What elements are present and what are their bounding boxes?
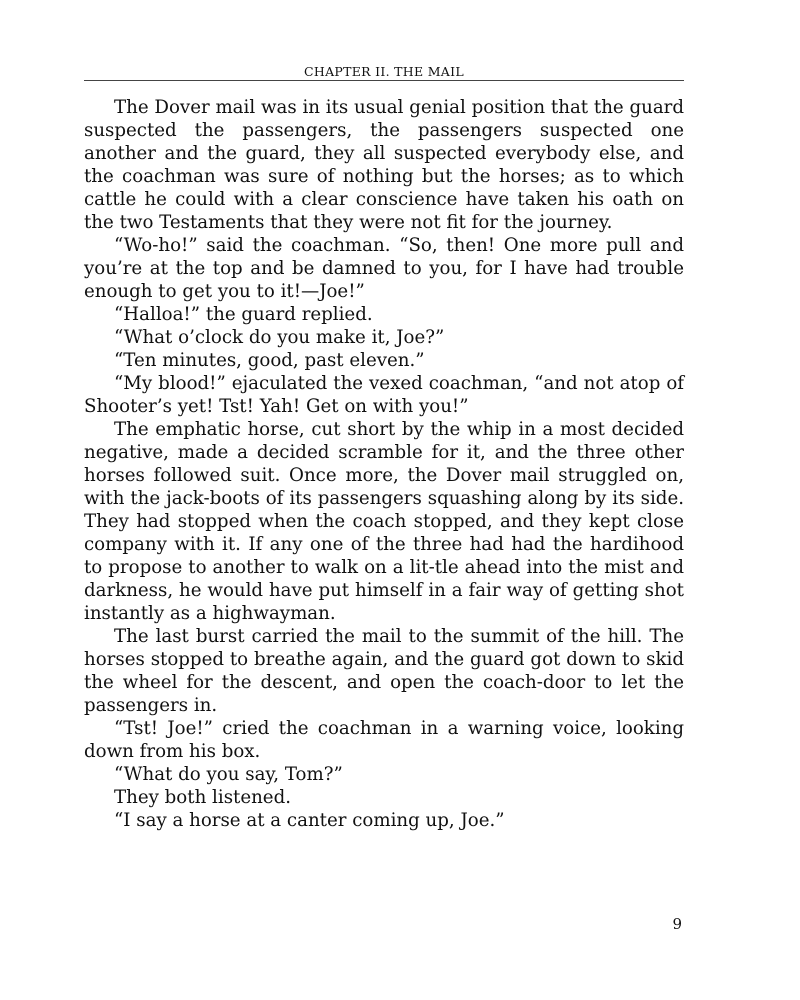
running-head: CHAPTER II. THE MAIL <box>304 64 464 79</box>
paragraph: They both listened. <box>114 787 291 808</box>
paragraph: “I say a horse at a canter coming up, Joe.” <box>114 810 505 831</box>
paragraph: The last burst carried the mail to the summit of the hill. The horses stopped to breathe again, and the guard got down to skid the wheel for the descent, and open the coach-door to let the passengers in. <box>84 626 684 716</box>
book-page <box>84 0 684 1000</box>
header-rule <box>84 80 684 81</box>
paragraph: The emphatic horse, cut short by the whip in a most decided negative, made a decided scramble for it, and the three other horses followed suit. Once more, the Dover mail struggled on, with the jack-boots of its passengers squashing along by its side. They had stopped when the coach stopped, and they kept close company with it. If any one of the three had had the hardihood to propose to another to walk on a lit-tle ahead into the mist and darkness, he would have put himself in a fair way of getting shot instantly as a highwayman. <box>84 419 684 624</box>
paragraph: “Wo-ho!” said the coachman. “So, then! One more pull and you’re at the top and be damned to you, for I have had trouble enough to get you to it!—Joe!” <box>84 235 684 302</box>
paragraph: “My blood!” ejaculated the vexed coachman, “and not atop of Shooter’s yet! Tst! Yah! Get on with you!” <box>84 373 684 417</box>
paragraph: “Ten minutes, good, past eleven.” <box>114 350 425 371</box>
paragraph: “Halloa!” the guard replied. <box>114 304 373 325</box>
paragraph: “What do you say, Tom?” <box>114 764 343 785</box>
paragraph: “Tst! Joe!” cried the coachman in a warning voice, looking down from his box. <box>84 718 684 762</box>
paragraph: “What o’clock do you make it, Joe?” <box>114 327 445 348</box>
paragraph: The Dover mail was in its usual genial position that the guard suspected the passengers, the passengers suspected one another and the guard, they all suspected everybody else, and the coachman was sure of nothing but the horses; as to which cattle he could with a clear conscience have taken his oath on the two Testaments that they were not fit for the journey. <box>84 97 684 233</box>
body-text <box>84 96 684 832</box>
page-number: 9 <box>672 915 682 933</box>
